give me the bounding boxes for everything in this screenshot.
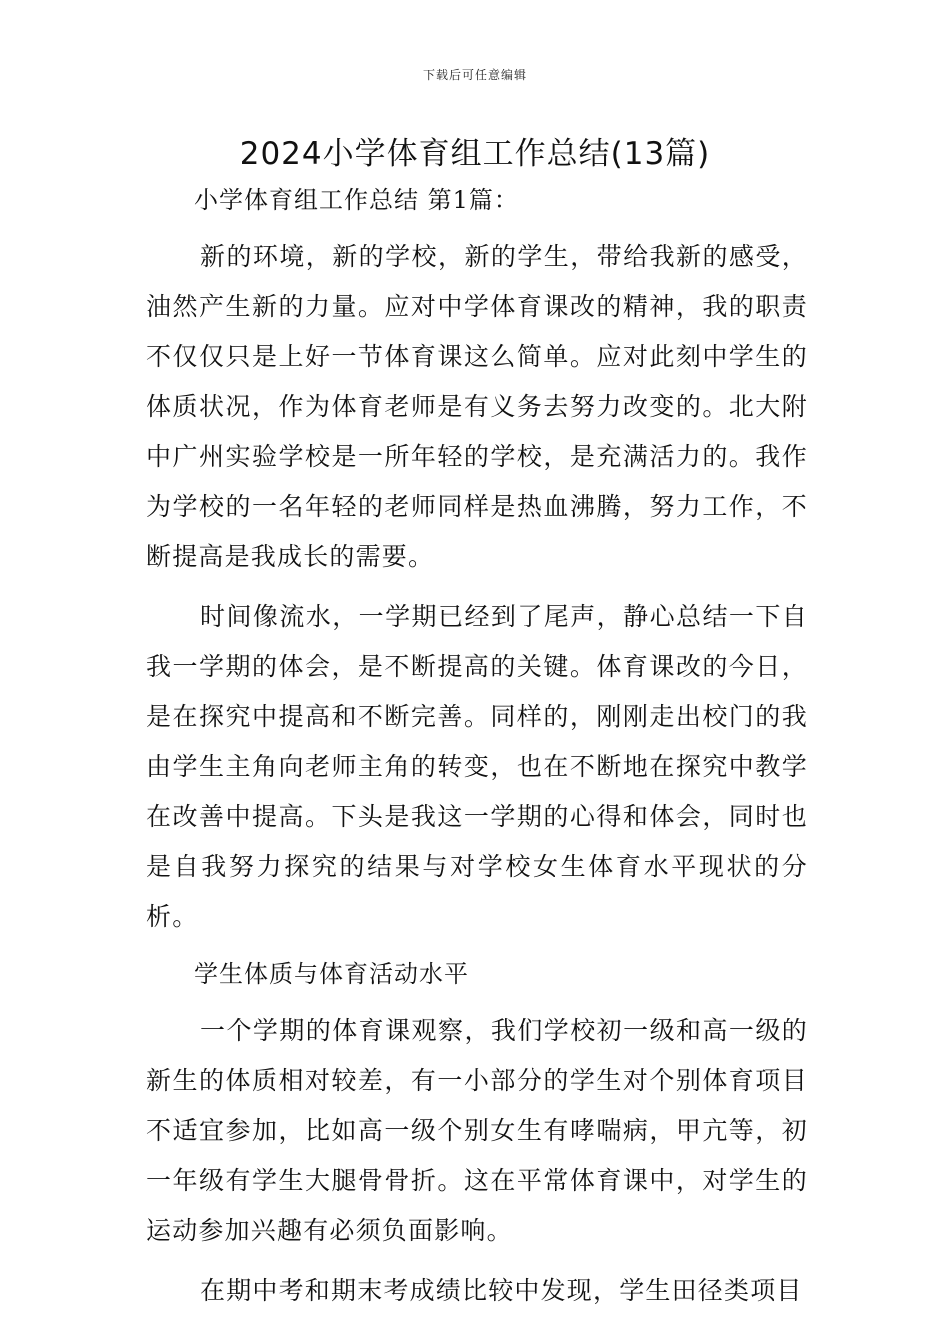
paragraph-3: 一个学期的体育课观察，我们学校初一级和高一级的新生的体质相对较差，有一小部分的学生对个别体育项目不适宜参加，比如高一级个别女生有哮喘病，甲亢等，初一年级有学生大腿骨骨折。这在平常体育课中，对学生的运动参加兴趣有必须负面影响。 <box>146 1016 808 1245</box>
paragraph-2: 时间像流水，一学期已经到了尾声，静心总结一下自我一学期的体会，是不断提高的关键。体育课改的今日，是在探究中提高和不断完善。同样的，刚刚走出校门的我由学生主角向老师主角的转变，也在不断地在探究中教学在改善中提高。下头是我这一学期的心得和体会，同时也是自我努力探究的结果与对学校女生体育水平现状的分析。 <box>146 602 808 931</box>
paragraph-1: 新的环境，新的学校，新的学生，带给我新的感受，油然产生新的力量。应对中学体育课改的精神，我的职责不仅仅只是上好一节体育课这么简单。应对此刻中学生的体质状况，作为体育老师是有义务去努力改变的。北大附中广州实验学校是一所年轻的学校，是充满活力的。我作为学校的一名年轻的老师同样是热血沸腾，努力工作，不断提高是我成长的需要。 <box>146 242 808 571</box>
subheading: 学生体质与体育活动水平 <box>194 960 469 988</box>
document-body <box>146 178 808 1316</box>
header-note: 下载后可任意编辑 <box>422 68 527 82</box>
document-title: 2024小学体育组工作总结(13篇) <box>239 136 711 172</box>
paragraph-4: 在期中考和期末考成绩比较中发现，学生田径类项目 <box>200 1276 803 1305</box>
section-heading: 小学体育组工作总结 第1篇： <box>194 186 519 214</box>
